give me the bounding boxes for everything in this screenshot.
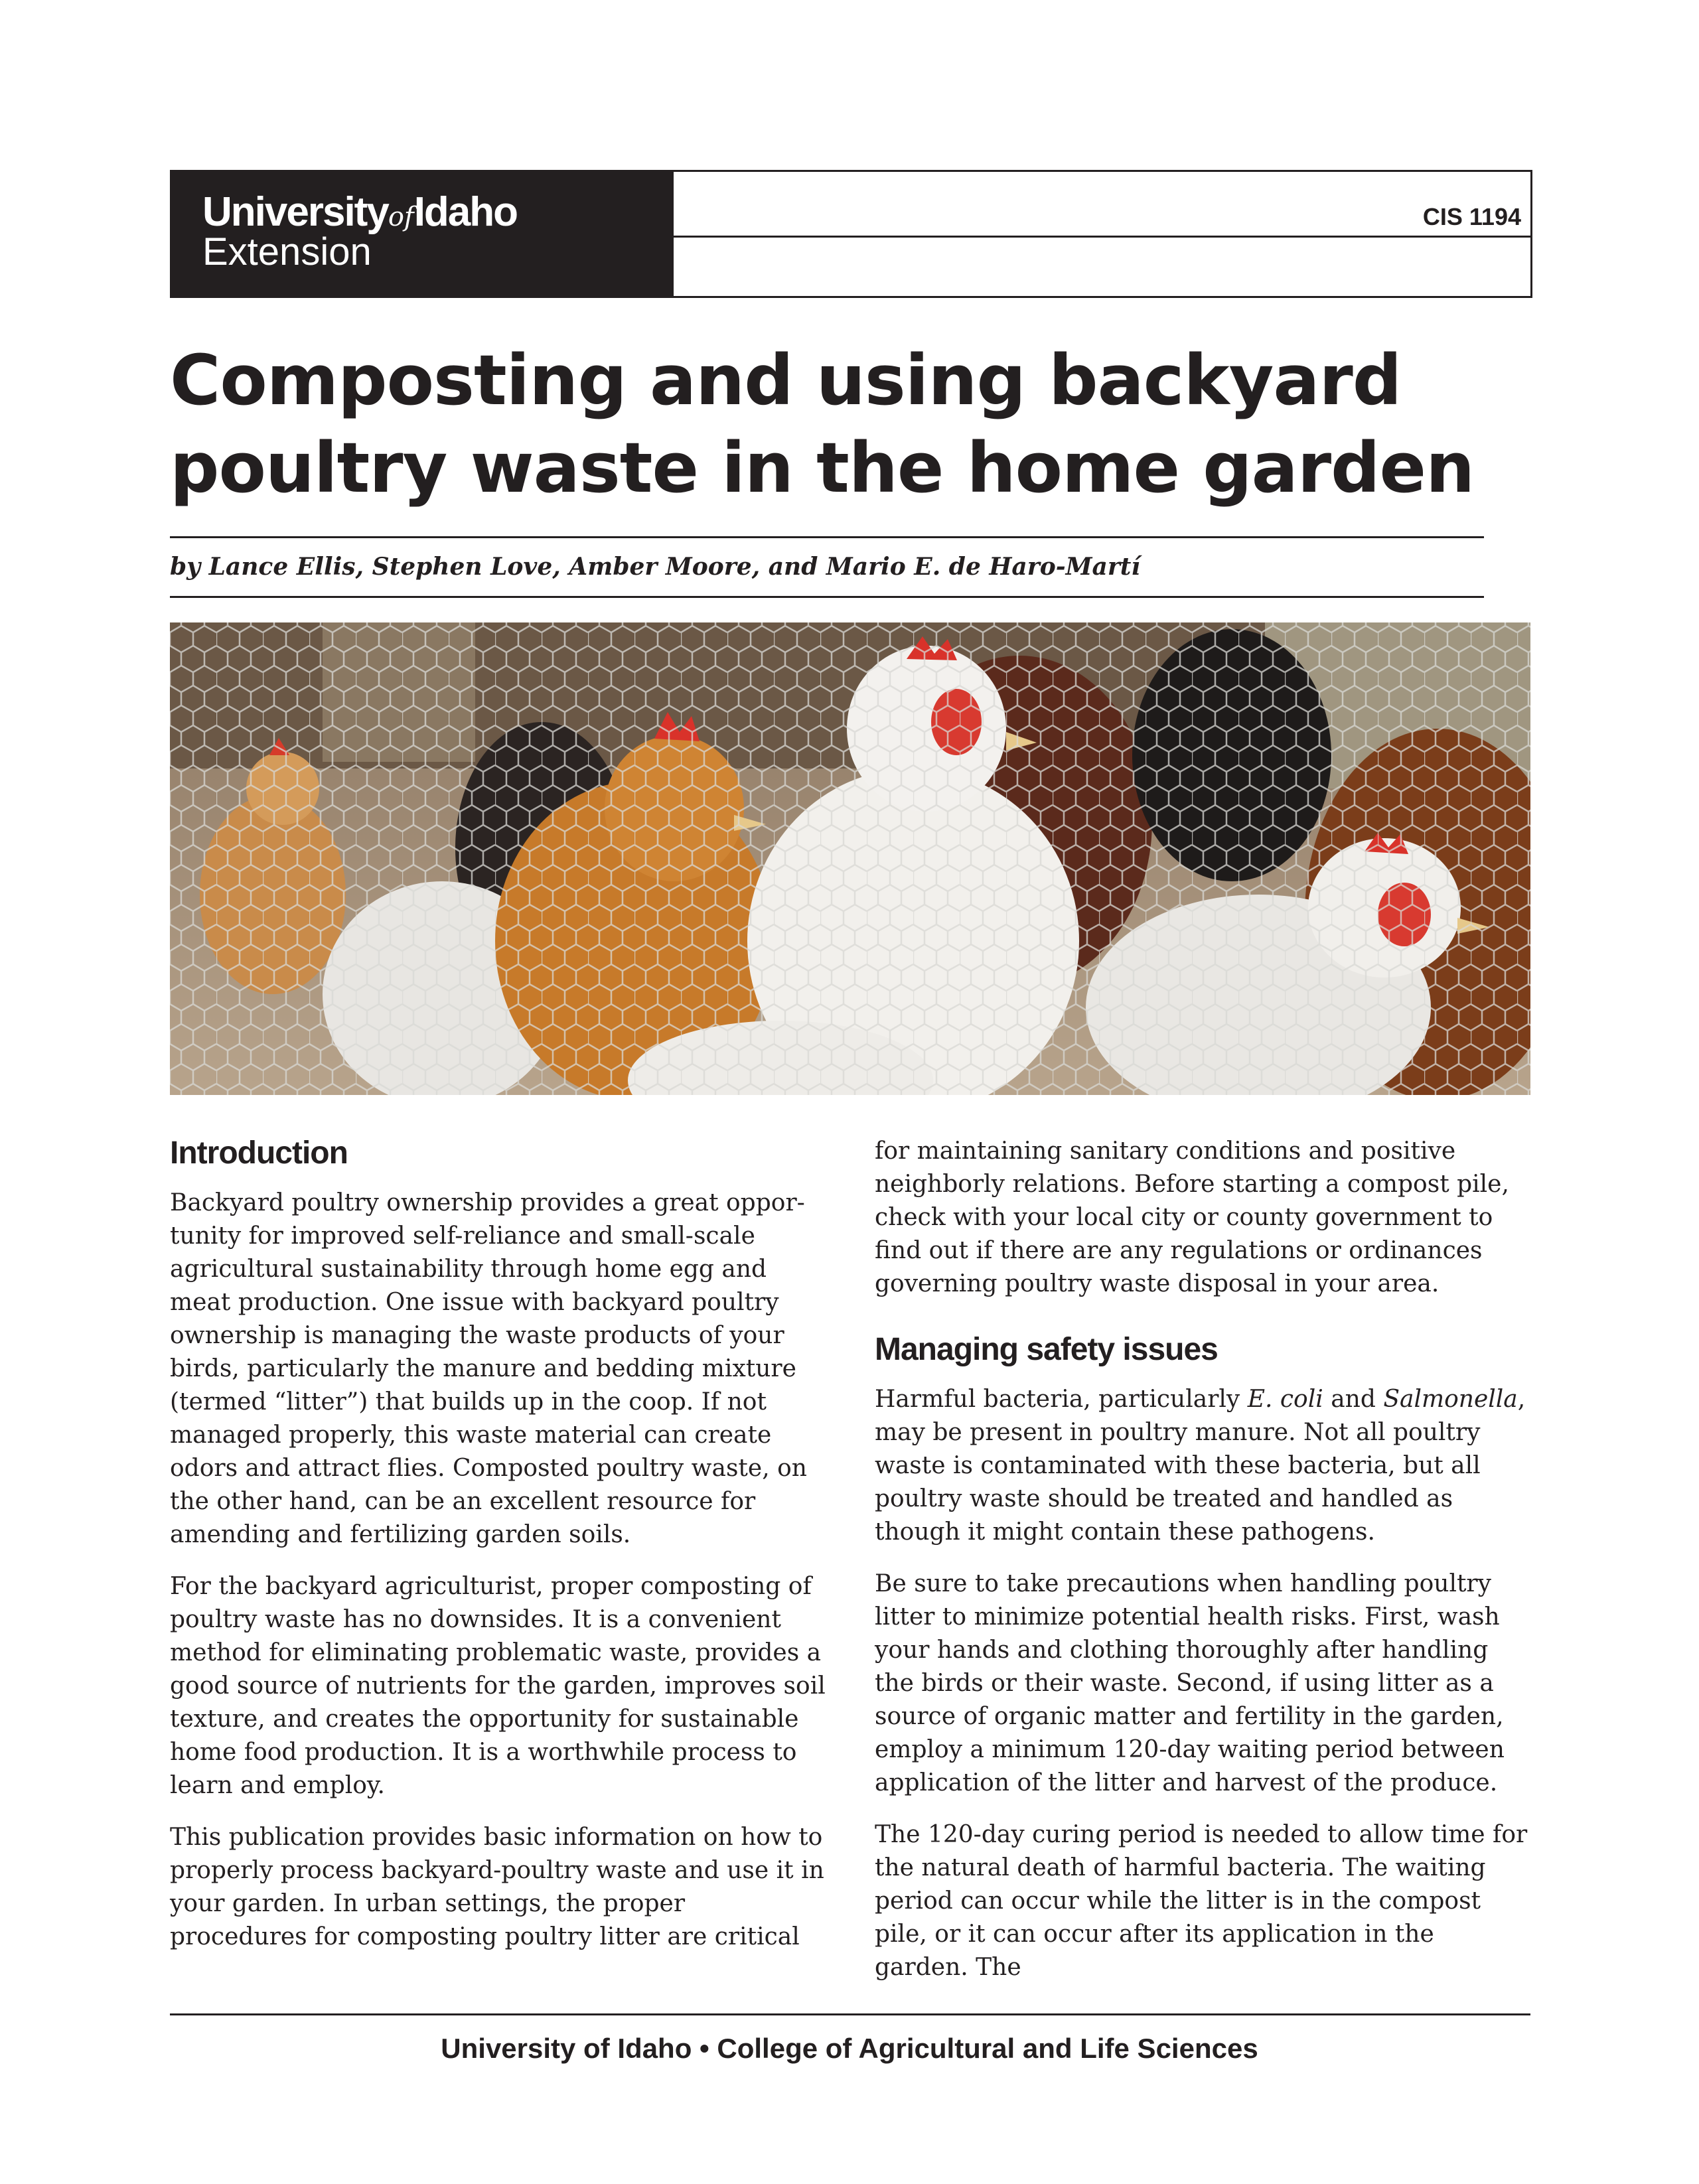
safety-paragraph-1: [875, 1383, 1532, 1549]
intro-paragraph-3: This publication provides basic information on how to properly process backyard-poultry waste and use it in your garden. In urban settings, the proper procedures for composting poultry litter are critical: [170, 1824, 824, 1950]
university-logo: [172, 172, 674, 296]
safety-p1-text-b: , may be present in poultry manure. Not all poultry waste is contaminated with these bacteria, but all poultry waste should be treated and handled as though it might contain these pathogens.: [875, 1386, 1526, 1546]
salmonella-term: Salmonella: [1383, 1386, 1518, 1413]
header-band: [170, 170, 1532, 298]
byline-rule-top: [170, 536, 1484, 538]
heading-managing-safety: Managing safety issues: [875, 1332, 1218, 1367]
chickens-photo: [170, 622, 1530, 1095]
byline-rule-bottom: [170, 596, 1484, 598]
byline: by Lance Ellis, Stephen Love, Amber Moore, and Mario E. de Haro-Martí: [170, 553, 1141, 581]
title-line-1: Composting and using backyard: [170, 340, 1402, 421]
column-left: [170, 1135, 827, 1954]
safety-paragraph-3: The 120-day curing period is needed to allow time for the natural death of harmful bacteria. The waiting period can occur while the litter is in the compost pile, or it can occur after its application in the garden. The: [875, 1821, 1528, 1981]
logo-extension: Extension: [202, 230, 372, 273]
logo-university: University: [202, 189, 388, 235]
logo-idaho: Idaho: [413, 189, 518, 235]
header-divider: [674, 236, 1530, 238]
intro-paragraph-1: Backyard poultry ownership provides a great oppor-tunity for improved self-reliance and small-scale agricultural sustainability through home egg and meat production. One issue with backyard poultry ownership is managing the waste products of your birds, particularly the manure and bedding mixture (termed “litter”) that builds up in the coop. If not managed properly, this waste material can create odors and attract flies. Composted poultry waste, on the other hand, can be an excellent resource for amending and fertilizing garden soils.: [170, 1189, 807, 1548]
safety-p1-and: and: [1323, 1386, 1384, 1413]
intro-paragraph-2: For the backyard agriculturist, proper composting of poultry waste has no downsides. It is a convenient method for eliminating problematic waste, provides a good source of nutrients for the garden, improves soil texture, and creates the opportunity for sustainable home food production. It is a worthwhile process to learn and employ.: [170, 1573, 826, 1799]
chickens-illustration: [170, 622, 1530, 1095]
title-line-2: poultry waste in the home garden: [170, 427, 1475, 508]
logo-wordmark: [202, 189, 518, 235]
header-info: [674, 172, 1530, 296]
page-title: [170, 336, 1564, 512]
publication-number: CIS 1194: [1422, 203, 1521, 230]
footer-rule: [170, 2013, 1530, 2015]
intro-paragraph-3-continued: for maintaining sanitary conditions and positive neighborly relations. Before starting a compost pile, check with your local city or county government to find out if there are any regulations or ordinances governing poultry waste disposal in your area.: [875, 1137, 1509, 1297]
ecoli-term: E. coli: [1247, 1386, 1323, 1413]
heading-introduction: Introduction: [170, 1135, 348, 1171]
logo-of: of: [388, 202, 414, 232]
footer: University of Idaho • College of Agricultural and Life Sciences: [441, 2033, 1258, 2064]
safety-paragraph-2: Be sure to take precautions when handling poultry litter to minimize potential health risks. First, wash your hands and clothing thoroughly after handling the birds or their waste. Second, if using litter as a source of organic matter and fertility in the garden, employ a minimum 120-day waiting period between application of the litter and harvest of the produce.: [875, 1570, 1505, 1796]
column-right: [875, 1135, 1532, 1984]
safety-p1-text-a: Harmful bacteria, particularly: [875, 1386, 1248, 1413]
